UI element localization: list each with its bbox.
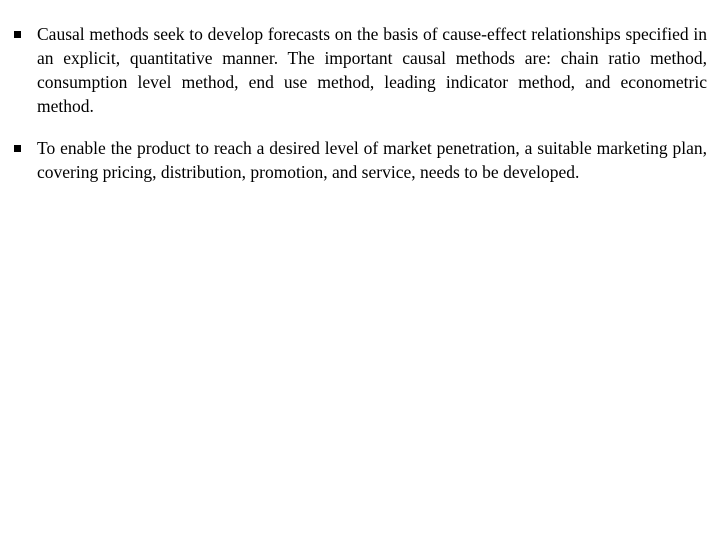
bullet-list [0,22,720,202]
bullet-item [0,22,720,118]
square-bullet-icon [14,31,21,38]
bullet-item [0,136,720,184]
bullet-text: Causal methods seek to develop forecasts on the basis of cause-effect relationships specified in an explicit, quantitative manner. The important causal methods are: chain ratio method, consumption level method, end use method, leading indicator method, and econometric method. [37,24,707,116]
square-bullet-icon [14,145,21,152]
bullet-text: To enable the product to reach a desired level of market penetration, a suitable marketing plan, covering pricing, distribution, promotion, and service, needs to be developed. [37,138,707,182]
